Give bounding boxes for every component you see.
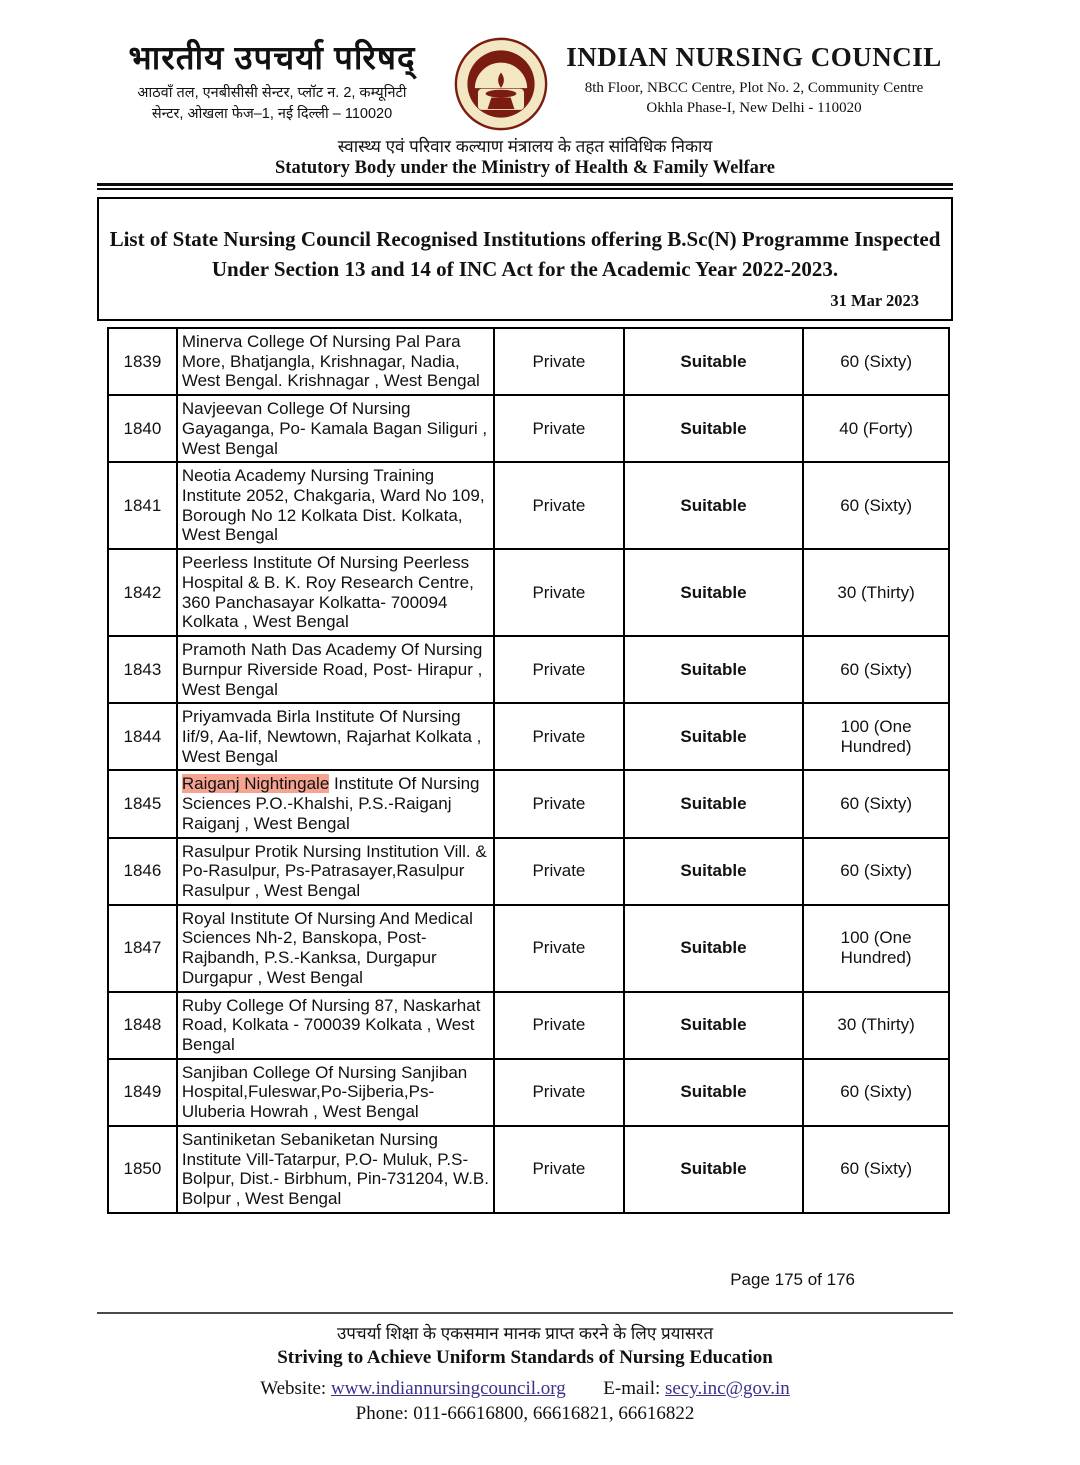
- institution-type-cell: Private: [494, 395, 624, 462]
- institutions-table: [107, 327, 950, 1214]
- institution-type-cell: Private: [494, 838, 624, 905]
- institution-type-cell: Private: [494, 328, 624, 395]
- serial-number-cell: 1843: [108, 636, 177, 703]
- document-date: 31 Mar 2023: [830, 290, 919, 310]
- statutory-tagline-hindi: स्वास्थ्य एवं परिवार कल्याण मंत्रालय के तहत सांविधिक निकाय: [337, 137, 713, 156]
- footer-tagline-hindi: उपचर्या शिक्षा के एकसमान मानक प्राप्त करने के लिए प्रयासरत: [336, 1323, 714, 1343]
- website-link[interactable]: www.indiannursingcouncil.org: [330, 1377, 566, 1399]
- org-name-english: INDIAN NURSING COUNCIL: [566, 42, 942, 72]
- institution-cell: Royal Institute Of Nursing And Medical Sciences Nh-2, Banskopa, Post-Rajbandh, P.S.-Kanksa, Durgapur Durgapur , West Bengal: [177, 905, 494, 992]
- suitability-status-cell: Suitable: [624, 395, 803, 462]
- footer-phone: Phone: 011-66616800, 66616821, 66616822: [355, 1402, 695, 1424]
- seats-cell: 100 (One Hundred): [803, 703, 949, 770]
- suitability-status-cell: Suitable: [624, 838, 803, 905]
- institution-type-cell: Private: [494, 636, 624, 703]
- table-row: [108, 838, 949, 905]
- suitability-status-cell: Suitable: [624, 1126, 803, 1213]
- seats-cell: 60 (Sixty): [803, 1126, 949, 1213]
- seats-cell: 30 (Thirty): [803, 549, 949, 636]
- serial-number-cell: 1844: [108, 703, 177, 770]
- document-title-box: [97, 197, 953, 321]
- letterhead-english-block: [555, 34, 953, 119]
- org-address-english-line1: 8th Floor, NBCC Centre, Plot No. 2, Community Centre: [584, 80, 924, 96]
- table-row: [108, 395, 949, 462]
- institution-type-cell: Private: [494, 992, 624, 1059]
- suitability-status-cell: Suitable: [624, 770, 803, 837]
- table-row: [108, 328, 949, 395]
- suitability-status-cell: Suitable: [624, 1059, 803, 1126]
- header-divider: [97, 183, 953, 190]
- org-address-hindi-line2: सेन्टर, ओखला फेज–1, नई दिल्ली – 110020: [151, 106, 393, 123]
- table-row: [108, 1126, 949, 1213]
- suitability-status-cell: Suitable: [624, 462, 803, 549]
- page: [97, 34, 953, 1425]
- institution-cell: Navjeevan College Of Nursing Gayaganga, Po- Kamala Bagan Siliguri , West Bengal: [177, 395, 494, 462]
- suitability-status-cell: Suitable: [624, 905, 803, 992]
- serial-number-cell: 1849: [108, 1059, 177, 1126]
- serial-number-cell: 1841: [108, 462, 177, 549]
- institution-cell: Sanjiban College Of Nursing Sanjiban Hospital,Fuleswar,Po-Sijberia,Ps-Uluberia Howrah , West Bengal: [177, 1059, 494, 1126]
- seats-cell: 60 (Sixty): [803, 770, 949, 837]
- table-row: [108, 1059, 949, 1126]
- email-link[interactable]: secy.inc@gov.in: [665, 1377, 790, 1399]
- org-address-hindi-line1: आठवाँ तल, एनबीसीसी सेन्टर, प्लॉट न. 2, कम्यूनिटी: [137, 85, 407, 101]
- org-address-english: [555, 78, 953, 119]
- org-address-hindi: [97, 83, 447, 125]
- serial-number-cell: 1846: [108, 838, 177, 905]
- inc-logo: [447, 34, 555, 132]
- seats-cell: 60 (Sixty): [803, 838, 949, 905]
- suitability-status-cell: Suitable: [624, 636, 803, 703]
- serial-number-cell: 1842: [108, 549, 177, 636]
- institution-cell: Pramoth Nath Das Academy Of Nursing Burnpur Riverside Road, Post- Hirapur , West Bengal: [177, 636, 494, 703]
- institution-type-cell: Private: [494, 462, 624, 549]
- seats-cell: 60 (Sixty): [803, 462, 949, 549]
- serial-number-cell: 1850: [108, 1126, 177, 1213]
- table-row: [108, 636, 949, 703]
- institution-type-cell: Private: [494, 1059, 624, 1126]
- email-label: E-mail:: [603, 1377, 661, 1399]
- table-row: [108, 992, 949, 1059]
- institution-cell: Peerless Institute Of Nursing Peerless Hospital & B. K. Roy Research Centre, 360 Panchasayar Kolkatta- 700094 Kolkata , West Bengal: [177, 549, 494, 636]
- document-title-line2: Under Section 13 and 14 of INC Act for the Academic Year 2022-2023.: [211, 256, 839, 281]
- footer-divider: [97, 1312, 953, 1314]
- suitability-status-cell: Suitable: [624, 992, 803, 1059]
- seats-cell: 40 (Forty): [803, 395, 949, 462]
- institution-cell: Neotia Academy Nursing Training Institute 2052, Chakgaria, Ward No 109, Borough No 12 Kolkata Dist. Kolkata, West Bengal: [177, 462, 494, 549]
- institution-type-cell: Private: [494, 770, 624, 837]
- institution-type-cell: Private: [494, 1126, 624, 1213]
- institution-cell: Santiniketan Sebaniketan Nursing Institute Vill-Tatarpur, P.O- Muluk, P.S-Bolpur, Dist.- Birbhum, Pin-731204, W.B. Bolpur , West Bengal: [177, 1126, 494, 1213]
- table-row: [108, 549, 949, 636]
- table-row: [108, 770, 949, 837]
- letterhead-hindi-block: [97, 34, 447, 125]
- inc-seal-icon: [453, 36, 549, 132]
- search-highlight: Raiganj Nightingale: [181, 774, 330, 794]
- institution-type-cell: Private: [494, 905, 624, 992]
- institution-cell: Ruby College Of Nursing 87, Naskarhat Road, Kolkata - 700039 Kolkata , West Bengal: [177, 992, 494, 1059]
- institution-cell: Minerva College Of Nursing Pal Para More, Bhatjangla, Krishnagar, Nadia, West Bengal. Krishnagar , West Bengal: [177, 328, 494, 395]
- document-title-line1: List of State Nursing Council Recognised Institutions offering B.Sc(N) Programme Inspected: [109, 227, 941, 251]
- statutory-tagline-english: Statutory Body under the Ministry of Health & Family Welfare: [275, 158, 775, 178]
- footer-tagline-english: Striving to Achieve Uniform Standards of Nursing Education: [277, 1346, 773, 1368]
- seats-cell: 30 (Thirty): [803, 992, 949, 1059]
- org-name-hindi: भारतीय उपचर्या परिषद्: [128, 39, 416, 76]
- page-indicator: Page 175 of 176: [730, 1269, 855, 1289]
- suitability-status-cell: Suitable: [624, 703, 803, 770]
- table-row: [108, 703, 949, 770]
- org-address-english-line2: Okhla Phase-I, New Delhi - 110020: [646, 100, 862, 117]
- institution-type-cell: Private: [494, 703, 624, 770]
- serial-number-cell: 1839: [108, 328, 177, 395]
- institution-cell: Rasulpur Protik Nursing Institution Vill. & Po-Rasulpur, Ps-Patrasayer,Rasulpur Rasulpur , West Bengal: [177, 838, 494, 905]
- suitability-status-cell: Suitable: [624, 549, 803, 636]
- institution-cell: Priyamvada Birla Institute Of Nursing Iif/9, Aa-Iif, Newtown, Rajarhat Kolkata , West Bengal: [177, 703, 494, 770]
- serial-number-cell: 1840: [108, 395, 177, 462]
- seats-cell: 60 (Sixty): [803, 328, 949, 395]
- table-row: [108, 462, 949, 549]
- table-row: [108, 905, 949, 992]
- website-label: Website:: [260, 1377, 327, 1399]
- letterhead: [97, 34, 953, 132]
- seats-cell: 100 (One Hundred): [803, 905, 949, 992]
- institutions-table-body: [108, 328, 949, 1213]
- serial-number-cell: 1848: [108, 992, 177, 1059]
- institution-type-cell: Private: [494, 549, 624, 636]
- footer-contact-line: [97, 1378, 953, 1400]
- serial-number-cell: 1847: [108, 905, 177, 992]
- suitability-status-cell: Suitable: [624, 328, 803, 395]
- institution-cell: Raiganj Nightingale Institute Of Nursing Sciences P.O.-Khalshi, P.S.-Raiganj Raiganj , West Bengal: [177, 770, 494, 837]
- seats-cell: 60 (Sixty): [803, 636, 949, 703]
- serial-number-cell: 1845: [108, 770, 177, 837]
- seats-cell: 60 (Sixty): [803, 1059, 949, 1126]
